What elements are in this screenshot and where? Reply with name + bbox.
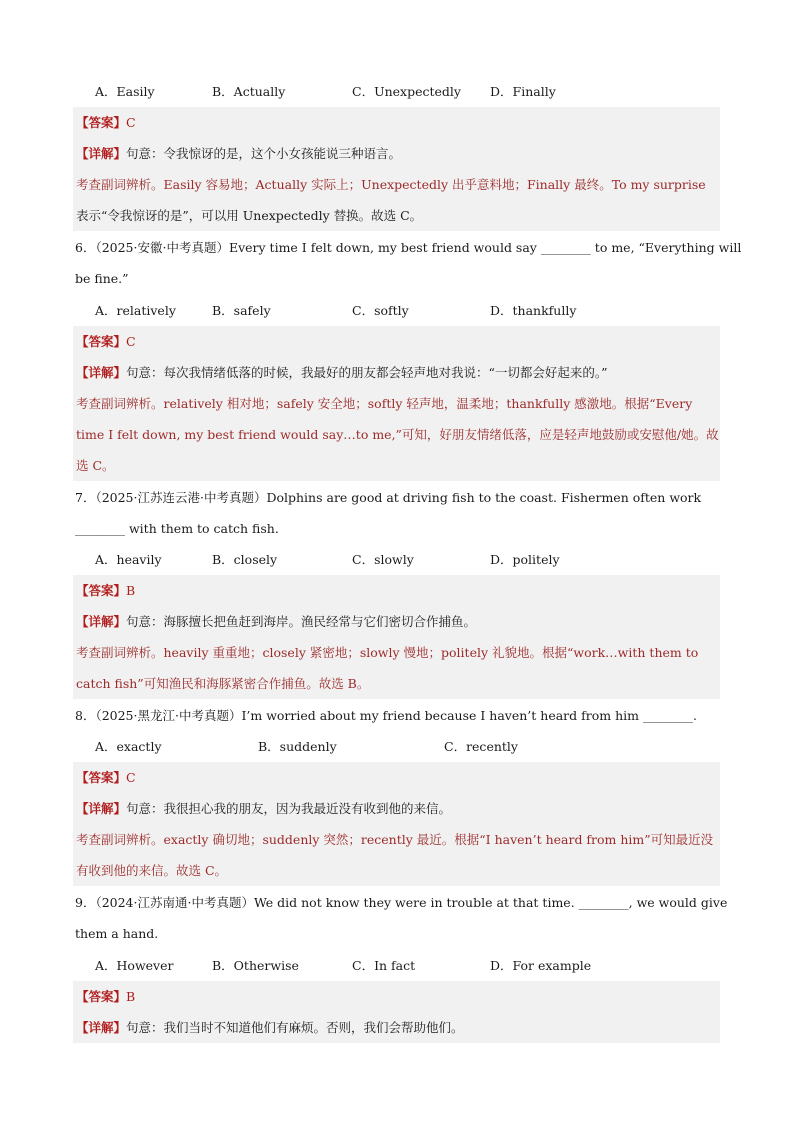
q7-detail-line-1: 【详解】句意：海豚擅长把鱼赶到海岸。渔民经常与它们密切合作捕鱼。: [76, 614, 477, 629]
q9-option-a: A．However: [95, 958, 174, 973]
q9-stem-line-2: them a hand.: [75, 926, 159, 941]
q7-detail-line-2: 考查副词辨析。heavily 重重地；closely 紧密地；slowly 慢地；politely 礼貌地。根据“work…with them to: [76, 645, 699, 660]
q7-option-a: A．heavily: [95, 552, 162, 567]
answer-tag: 【答案】: [76, 583, 127, 598]
q5-option-d: D．Finally: [490, 84, 556, 99]
q6-detail-line-3: time I felt down, my best friend would say…to me,”可知，好朋友情绪低落，应是轻声地鼓励或安慰他/她。故: [76, 427, 719, 442]
q7-option-b: B．closely: [212, 552, 278, 567]
q7-answer: B: [126, 583, 136, 598]
q8-option-b: B．suddenly: [258, 739, 337, 754]
q9-detail-line-1: 【详解】句意：我们当时不知道他们有麻烦。否则，我们会帮助他们。: [76, 1020, 464, 1035]
q6-detail-line-1: 【详解】句意：每次我情绪低落的时候，我最好的朋友都会轻声地对我说：“一切都会好起来的。”: [76, 365, 608, 380]
q9-answer-line: [76, 981, 716, 1012]
q8-answer-line: [76, 762, 716, 793]
q5-option-a: A．Easily: [95, 84, 155, 99]
q7-answer-line: [76, 575, 716, 606]
q5-detail-line-1: 【详解】句意：令我惊讶的是，这个小女孩能说三种语言。: [76, 146, 402, 161]
q8-option-c: C．recently: [444, 739, 518, 754]
q5-detail-line-2: 考查副词辨析。Easily 容易地；Actually 实际上；Unexpectedly 出乎意料地；Finally 最终。To my surprise: [76, 177, 706, 192]
q9-stem-line-1: 9．（2024·江苏南通·中考真题）We did not know they were in trouble at that time. ________, we would give: [75, 895, 728, 910]
q8-stem-line-1: 8．（2025·黑龙江·中考真题）I’m worried about my friend because I haven’t heard from him ________.: [75, 708, 697, 723]
q6-detail-line-4: 选 C。: [76, 458, 115, 473]
q5-option-c: C．Unexpectedly: [352, 84, 461, 99]
detail-tag: 【详解】: [76, 146, 127, 161]
detail-tag: 【详解】: [76, 614, 127, 629]
q6-detail-line-2: 考查副词辨析。relatively 相对地；safely 安全地；softly 轻声地，温柔地；thankfully 感激地。根据“Every: [76, 396, 693, 411]
q6-answer-line: [76, 326, 716, 357]
q8-answer: C: [126, 770, 136, 785]
q6-option-d: D．thankfully: [490, 303, 577, 318]
q5-detail-line-3: 表示“令我惊讶的是”，可以用 Unexpectedly 替换。故选 C。: [76, 208, 423, 223]
q8-answer-block: [73, 762, 720, 886]
answer-tag: 【答案】: [76, 115, 127, 130]
answer-tag: 【答案】: [76, 989, 127, 1004]
q9-option-d: D．For example: [490, 958, 592, 973]
detail-tag: 【详解】: [76, 1020, 127, 1035]
detail-tag: 【详解】: [76, 801, 127, 816]
q5-answer-block: [73, 107, 720, 231]
answer-tag: 【答案】: [76, 770, 127, 785]
q6-stem-line-2: be fine.”: [75, 271, 129, 286]
q7-stem-line-1: 7．（2025·江苏连云港·中考真题）Dolphins are good at driving fish to the coast. Fishermen often work: [75, 490, 702, 505]
q6-option-b: B．safely: [212, 303, 271, 318]
q7-option-d: D．politely: [490, 552, 560, 567]
q7-detail-line-3: catch fish”可知渔民和海豚紧密合作捕鱼。故选 B。: [76, 676, 370, 691]
q8-option-a: A．exactly: [95, 739, 162, 754]
q9-answer-block: [73, 981, 720, 1043]
q5-answer: C: [126, 115, 136, 130]
q7-answer-block: [73, 575, 720, 699]
q7-option-c: C．slowly: [352, 552, 414, 567]
q7-stem-line-2: ________ with them to catch fish.: [75, 521, 279, 536]
q5-answer-line: [76, 107, 716, 138]
q6-option-c: C．softly: [352, 303, 409, 318]
q6-answer: C: [126, 334, 136, 349]
q8-detail-line-3: 有收到他的来信。故选 C。: [76, 863, 228, 878]
q8-detail-line-1: 【详解】句意：我很担心我的朋友，因为我最近没有收到他的来信。: [76, 801, 452, 816]
q6-answer-block: [73, 326, 720, 481]
q5-option-b: B．Actually: [212, 84, 286, 99]
detail-tag: 【详解】: [76, 365, 127, 380]
q8-detail-line-2: 考查副词辨析。exactly 确切地；suddenly 突然；recently 最近。根据“I haven’t heard from him”可知最近没: [76, 832, 714, 847]
q9-option-c: C．In fact: [352, 958, 416, 973]
q9-option-b: B．Otherwise: [212, 958, 299, 973]
q6-option-a: A．relatively: [95, 303, 176, 318]
q6-stem-line-1: 6．（2025·安徽·中考真题）Every time I felt down, my best friend would say ________ to me, “Everything will: [75, 240, 742, 255]
q9-answer: B: [126, 989, 136, 1004]
answer-tag: 【答案】: [76, 334, 127, 349]
